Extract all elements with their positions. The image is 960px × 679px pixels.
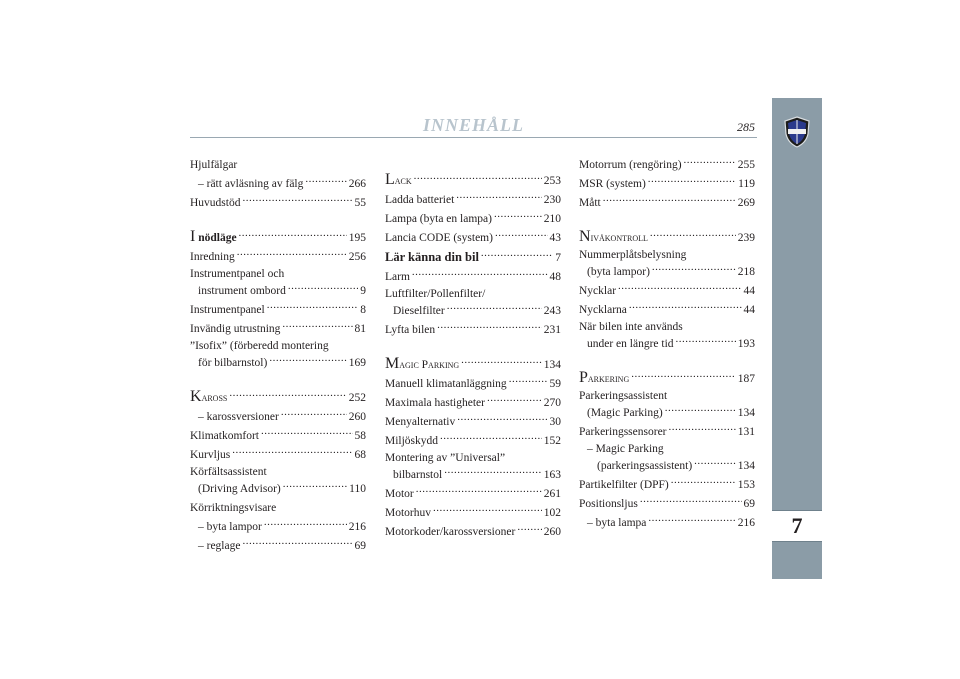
entry-page: 69 [354, 540, 366, 552]
entry-continuation [190, 354, 366, 373]
entry-label: Körriktningsvisare [190, 502, 277, 514]
entry-page: 134 [543, 359, 561, 371]
entry-label-cont: bilbarnstol [393, 469, 443, 481]
entry-label-cont: (parkeringsassistent) [597, 460, 693, 472]
dot-leader [239, 229, 347, 241]
index-entry [385, 321, 561, 340]
index-entry [385, 432, 561, 451]
entry-page: 134 [737, 407, 755, 419]
index-section-entry [385, 170, 561, 191]
dot-leader [517, 523, 541, 535]
entry-page: 260 [348, 411, 366, 423]
index-entry [385, 229, 561, 248]
entry-page: 216 [348, 521, 366, 533]
entry-label [385, 170, 412, 191]
entry-page: 252 [348, 392, 366, 404]
index-entry [190, 320, 366, 339]
entry-label: Nummerplåtsbelysning [579, 249, 687, 261]
entry-label: Motor [385, 488, 414, 500]
entry-page: 81 [354, 323, 366, 335]
entry-page: 256 [348, 251, 366, 263]
dot-leader [671, 476, 736, 488]
entry-page: 187 [737, 373, 755, 385]
index-entry-multiline [385, 451, 561, 485]
entry-page: 134 [737, 460, 755, 472]
entry-label: Parkeringssensorer [579, 426, 667, 438]
index-entry-multiline [579, 442, 755, 476]
entry-label: Inredning [190, 251, 235, 263]
entry-label: Lampa (byta en lampa) [385, 213, 492, 225]
dot-leader [229, 389, 346, 401]
index-heading [190, 156, 366, 175]
entry-continuation [579, 263, 755, 282]
dot-leader [640, 495, 742, 507]
index-section-entry [579, 227, 755, 248]
entry-page: 243 [543, 305, 561, 317]
dot-leader [652, 263, 736, 275]
entry-page: 69 [743, 498, 755, 510]
entry-page: 44 [743, 285, 755, 297]
page-title: INNEHÅLL [422, 115, 524, 135]
entry-continuation [190, 480, 366, 499]
entry-page: 230 [543, 194, 561, 206]
entry-label: – Magic Parking [587, 443, 664, 455]
dot-leader [288, 282, 358, 294]
entry-label: Lyfta bilen [385, 324, 436, 336]
entry-page: 8 [360, 304, 366, 316]
index-entry-multiline [579, 320, 755, 354]
entry-page: 43 [549, 232, 561, 244]
index-entry [190, 301, 366, 320]
entry-page: 58 [354, 430, 366, 442]
dot-leader [650, 229, 736, 241]
entry-page: 216 [737, 517, 755, 529]
section-initial: L [385, 171, 395, 188]
entry-page: 7 [555, 252, 561, 264]
entry-page: 59 [549, 378, 561, 390]
dot-leader [437, 321, 542, 333]
entry-page: 163 [543, 469, 561, 481]
section-initial: K [190, 388, 202, 405]
entry-label: Positionsljus [579, 498, 638, 510]
entry-page: 55 [354, 197, 366, 209]
index-column-2 [385, 156, 561, 542]
dot-leader [281, 408, 347, 420]
index-subentry [190, 537, 366, 556]
entry-label: Partikelfilter (DPF) [579, 479, 669, 491]
section-rest: ivåkontroll [590, 232, 648, 244]
index-column-1 [190, 156, 366, 556]
dot-leader [283, 480, 347, 492]
index-entry [190, 446, 366, 465]
entry-page: 231 [543, 324, 561, 336]
index-entry [385, 191, 561, 210]
entry-page: 193 [737, 338, 755, 350]
entry-page: 260 [543, 526, 561, 538]
entry-label-cont: för bilbarnstol) [198, 357, 268, 369]
index-entry [385, 248, 561, 268]
chapter-number: 7 [772, 510, 822, 542]
dot-leader [267, 301, 359, 313]
index-entry [579, 495, 755, 514]
entry-page: 102 [543, 507, 561, 519]
entry-page: 270 [543, 397, 561, 409]
entry-page: 210 [543, 213, 561, 225]
index-entry [385, 375, 561, 394]
index-entry-multiline [190, 339, 366, 373]
entry-label: Instrumentpanel [190, 304, 265, 316]
dot-leader [676, 335, 736, 347]
entry-label: Instrumentpanel och [190, 268, 285, 280]
index-entry [190, 194, 366, 213]
index-subentry [190, 175, 366, 194]
dot-leader [495, 229, 548, 241]
entry-label: – byta lampa [587, 517, 647, 529]
index-entry [385, 504, 561, 523]
index-entry-multiline [579, 389, 755, 423]
index-entry [385, 210, 561, 229]
index-section-entry [579, 368, 755, 389]
index-entry [385, 523, 561, 542]
dot-leader [444, 466, 542, 478]
dot-leader [412, 268, 548, 280]
index-entry [190, 248, 366, 267]
entry-label-cont: Dieselfilter [393, 305, 445, 317]
entry-page: 218 [737, 266, 755, 278]
entry-label: Motorkoder/karossversioner [385, 526, 516, 538]
dot-leader [461, 356, 542, 368]
entry-label [190, 387, 227, 408]
entry-page: 255 [737, 159, 755, 171]
dot-leader [618, 282, 741, 294]
entry-continuation [579, 457, 755, 476]
page-number: 285 [737, 120, 755, 134]
entry-continuation [385, 302, 561, 321]
dot-leader [264, 518, 347, 530]
entry-label: Lancia CODE (system) [385, 232, 493, 244]
dot-leader [487, 394, 542, 406]
entry-label: Motorhuv [385, 507, 431, 519]
dot-leader [648, 175, 736, 187]
entry-page: 253 [543, 175, 561, 187]
entry-continuation [385, 466, 561, 485]
dot-leader [261, 427, 353, 439]
dot-leader [414, 172, 542, 184]
dot-leader [416, 485, 542, 497]
entry-page: 119 [738, 178, 755, 190]
index-entry-multiline [190, 267, 366, 301]
dot-leader [694, 457, 736, 469]
entry-label: Montering av ”Universal” [385, 452, 506, 464]
entry-label: Miljöskydd [385, 435, 439, 447]
dot-leader [232, 446, 352, 458]
entry-page: 131 [737, 426, 755, 438]
index-section-entry [190, 227, 366, 248]
section-initial: I [190, 228, 196, 245]
dot-leader [456, 191, 541, 203]
section-rest: agic Parking [399, 359, 460, 371]
entry-label-cont: (Driving Advisor) [198, 483, 281, 495]
entry-label: Maximala hastigheter [385, 397, 485, 409]
index-entry-multiline [385, 287, 561, 321]
index-entry [385, 485, 561, 504]
entry-page: 68 [354, 449, 366, 461]
index-entry [579, 423, 755, 442]
index-entry [579, 175, 755, 194]
entry-continuation [579, 335, 755, 354]
dot-leader [433, 504, 542, 516]
entry-label: Nycklar [579, 285, 617, 297]
entry-label: Motorrum (rengöring) [579, 159, 682, 171]
dot-leader [269, 354, 346, 366]
entry-label: Larm [385, 271, 410, 283]
entry-label-cont: under en längre tid [587, 338, 674, 350]
entry-label: – karossversioner [198, 411, 279, 423]
entry-page: 169 [348, 357, 366, 369]
entry-page: 110 [349, 483, 366, 495]
index-entry [190, 427, 366, 446]
entry-page: 261 [543, 488, 561, 500]
dot-leader [242, 537, 352, 549]
dot-leader [603, 194, 736, 206]
entry-label [579, 227, 648, 248]
entry-page: 153 [737, 479, 755, 491]
index-entry [579, 156, 755, 175]
lancia-shield-icon [783, 116, 811, 148]
entry-label: Klimatkomfort [190, 430, 259, 442]
entry-label: ”Isofix” (förberedd montering [190, 340, 329, 352]
index-entry [579, 282, 755, 301]
index-entry [579, 194, 755, 213]
entry-label: Manuell klimatanläggning [385, 378, 507, 390]
entry-label: Lär känna din bil [385, 250, 479, 264]
entry-page: 269 [737, 197, 755, 209]
index-subentry [190, 518, 366, 537]
index-entry [385, 268, 561, 287]
index-heading [190, 499, 366, 518]
section-rest: nödläge [195, 232, 237, 244]
entry-page: 239 [737, 232, 755, 244]
entry-label: Luftfilter/Pollenfilter/ [385, 288, 486, 300]
dot-leader [494, 210, 542, 222]
index-entry [579, 476, 755, 495]
dot-leader [669, 423, 736, 435]
entry-label [579, 368, 629, 389]
entry-label: – rätt avläsning av fälg [198, 178, 304, 190]
dot-leader [631, 370, 736, 382]
entry-label-cont: (byta lampor) [587, 266, 650, 278]
dot-leader [481, 249, 553, 261]
entry-continuation [579, 404, 755, 423]
entry-label: Kurvljus [190, 449, 231, 461]
section-rest: aross [201, 392, 228, 404]
entry-label: Nycklarna [579, 304, 627, 316]
dot-leader [665, 404, 736, 416]
entry-label [385, 354, 459, 375]
entry-label: Invändig utrustning [190, 323, 281, 335]
entry-label [190, 227, 237, 248]
index-column-3 [579, 156, 755, 533]
dot-leader [648, 514, 735, 526]
header-divider [190, 137, 757, 138]
dot-leader [457, 413, 547, 425]
dot-leader [237, 248, 347, 260]
index-entry-multiline [190, 465, 366, 499]
section-rest: ack [394, 175, 412, 187]
entry-label: – byta lampor [198, 521, 262, 533]
entry-page: 195 [348, 232, 366, 244]
entry-label-cont: instrument ombord [198, 285, 286, 297]
entry-label: – reglage [198, 540, 241, 552]
index-subentry [579, 514, 755, 533]
index-section-entry [190, 387, 366, 408]
entry-page: 266 [348, 178, 366, 190]
entry-page: 30 [549, 416, 561, 428]
entry-page: 44 [743, 304, 755, 316]
index-entry [579, 301, 755, 320]
dot-leader [509, 375, 548, 387]
entry-continuation [190, 282, 366, 301]
dot-leader [440, 432, 542, 444]
entry-page: 9 [360, 285, 366, 297]
entry-label: Huvudstöd [190, 197, 241, 209]
index-entry [385, 413, 561, 432]
dot-leader [684, 156, 736, 168]
index-section-entry [385, 354, 561, 375]
chapter-sidebar [772, 98, 822, 579]
page-header [190, 115, 757, 137]
section-rest: arkering [587, 373, 630, 385]
section-initial: P [579, 369, 588, 386]
index-entry-multiline [579, 248, 755, 282]
entry-label: När bilen inte används [579, 321, 683, 333]
index-entry [385, 394, 561, 413]
entry-page: 152 [543, 435, 561, 447]
entry-label: MSR (system) [579, 178, 646, 190]
index-subentry [190, 408, 366, 427]
dot-leader [242, 194, 352, 206]
entry-label: Parkeringsassistent [579, 390, 668, 402]
entry-label-cont: (Magic Parking) [587, 407, 663, 419]
section-initial: M [385, 355, 400, 372]
entry-label: Mått [579, 197, 601, 209]
dot-leader [629, 301, 742, 313]
section-initial: N [579, 228, 591, 245]
entry-label: Hjulfälgar [190, 159, 238, 171]
dot-leader [447, 302, 542, 314]
entry-label: Ladda batteriet [385, 194, 455, 206]
dot-leader [282, 320, 352, 332]
entry-label: Menyalternativ [385, 416, 456, 428]
entry-label: Körfältsassistent [190, 466, 267, 478]
entry-page: 48 [549, 271, 561, 283]
dot-leader [305, 175, 346, 187]
